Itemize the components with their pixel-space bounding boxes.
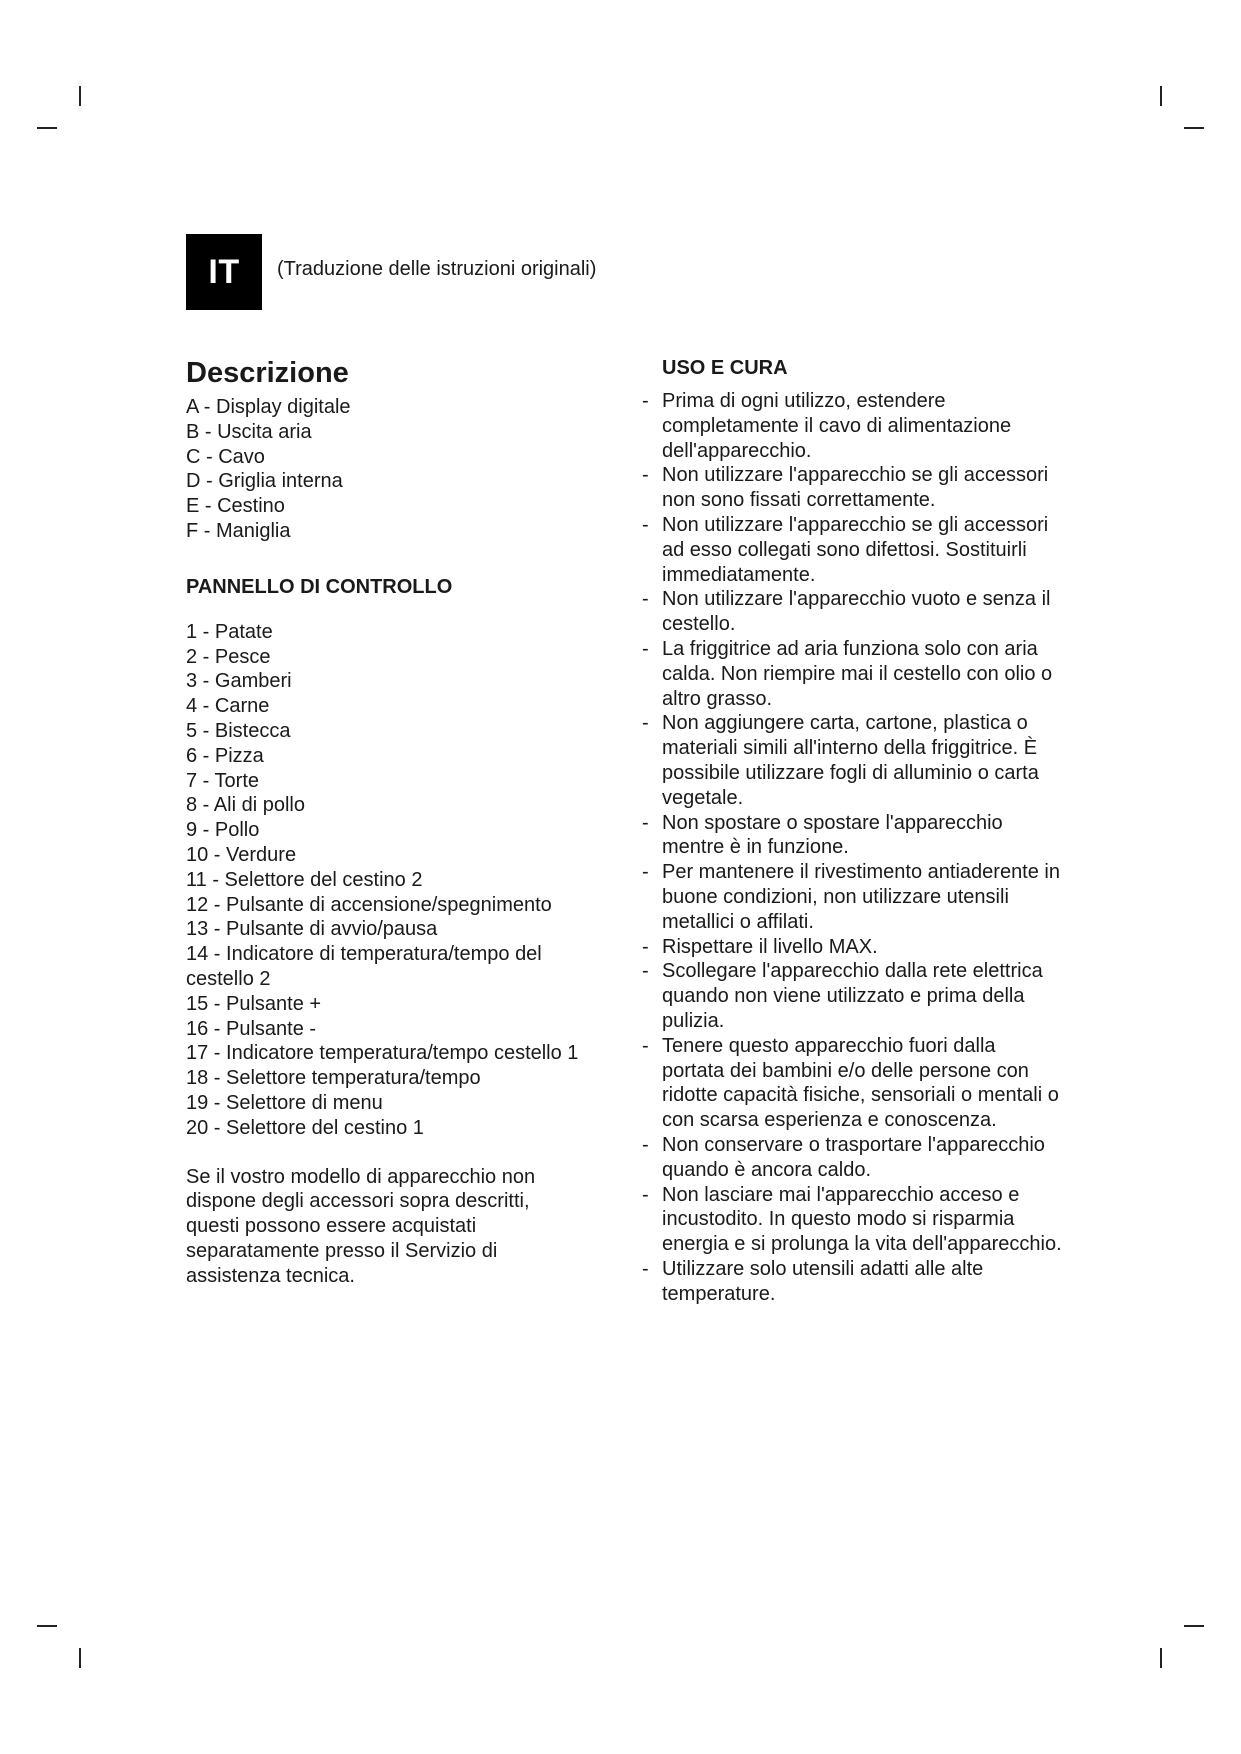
bullet-dash: - (642, 1183, 649, 1206)
uso-cura-text: Utilizzare solo utensili adatti alle alte temperature. (662, 1257, 984, 1305)
uso-cura-text: Non aggiungere carta, cartone, plastica o materiali simili all'interno della friggitrice. È possibile utilizzare fogli di alluminio o carta vegetale. (662, 712, 1039, 809)
pannello-item: 10 - Verdure (186, 843, 297, 866)
uso-cura-item (642, 389, 1062, 463)
pannello-item: 5 - Bistecca (186, 719, 291, 742)
pannello-item: 12 - Pulsante di accensione/spegnimento (186, 893, 552, 916)
pannello-item: 14 - Indicatore di temperatura/tempo del cestello 2 (186, 943, 542, 990)
descrizione-item: F - Maniglia (186, 519, 291, 542)
descrizione-item: B - Uscita aria (186, 420, 312, 443)
pannello-item: 3 - Gamberi (186, 670, 292, 693)
uso-cura-item (642, 711, 1062, 810)
pannello-item: 9 - Pollo (186, 819, 260, 842)
uso-cura-text: Non lasciare mai l'apparecchio acceso e incustodito. In questo modo si risparmia energia e si prolunga la vita dell'apparecchio. (662, 1183, 1062, 1256)
uso-cura-text: Per mantenere il rivestimento antiaderente in buone condizioni, non utilizzare utensili metallici o affilati. (662, 861, 1060, 933)
pannello-item: 13 - Pulsante di avvio/pausa (186, 918, 438, 941)
bullet-dash: - (642, 464, 649, 487)
pannello-item: 8 - Ali di pollo (186, 794, 305, 817)
uso-cura-item (642, 637, 1062, 711)
pannello-item: 11 - Selettore del cestino 2 (186, 868, 423, 891)
uso-cura-item (642, 513, 1062, 587)
crop-mark-top-right-vertical (1160, 86, 1162, 106)
uso-cura-item (642, 1133, 1062, 1183)
uso-cura-list (642, 389, 1062, 1306)
descrizione-item: D - Griglia interna (186, 470, 343, 493)
pannello-item: 7 - Torte (186, 769, 259, 792)
uso-cura-item (642, 587, 1062, 637)
bullet-dash: - (642, 588, 649, 611)
crop-mark-bottom-right-horizontal (1184, 1625, 1204, 1627)
uso-cura-text: Scollegare l'apparecchio dalla rete elettrica quando non viene utilizzato e prima della pulizia. (662, 960, 1043, 1032)
pannello-item: 17 - Indicatore temperatura/tempo cestello 1 (186, 1042, 579, 1065)
pannello-item: 20 - Selettore del cestino 1 (186, 1116, 424, 1139)
bullet-dash: - (642, 861, 649, 884)
pannello-item: 6 - Pizza (186, 744, 264, 767)
language-badge: IT (186, 234, 262, 310)
right-column (642, 355, 1062, 1306)
uso-cura-text: Non utilizzare l'apparecchio se gli accessori non sono fissati correttamente. (662, 464, 1049, 512)
descrizione-item: C - Cavo (186, 445, 265, 468)
accessories-note: Se il vostro modello di apparecchio non dispone degli accessori sopra descritti, questi possono essere acquistati separatamente presso il Servizio di assistenza tecnica. (186, 1165, 536, 1287)
crop-mark-bottom-left-horizontal (37, 1625, 57, 1627)
crop-mark-bottom-right-vertical (1160, 1648, 1162, 1668)
descrizione-item: E - Cestino (186, 495, 285, 518)
bullet-dash: - (642, 390, 649, 412)
descrizione-list (186, 395, 626, 544)
pannello-list (186, 620, 626, 1141)
uso-cura-text: Tenere questo apparecchio fuori dalla portata dei bambini e/o delle persone con ridotte capacità fisiche, sensoriali o mentali o con scarsa esperienza e conoscenza. (662, 1034, 1059, 1132)
translation-note: (Traduzione delle istruzioni originali) (277, 258, 597, 280)
bullet-dash: - (642, 960, 649, 983)
uso-cura-text: Non conservare o trasportare l'apparecchio quando è ancora caldo. (662, 1133, 1045, 1181)
crop-mark-top-left-horizontal (37, 127, 57, 129)
bullet-dash: - (642, 1034, 649, 1057)
crop-mark-top-left-vertical (79, 86, 81, 106)
pannello-item: 1 - Patate (186, 620, 273, 643)
uso-cura-text: La friggitrice ad aria funziona solo con aria calda. Non riempire mai il cestello con olio o altro grasso. (662, 637, 1053, 710)
bullet-dash: - (642, 935, 649, 958)
uso-cura-item (642, 860, 1062, 934)
pannello-title: PANNELLO DI CONTROLLO (186, 575, 453, 598)
pannello-item: 2 - Pesce (186, 645, 271, 668)
bullet-dash: - (642, 811, 649, 834)
uso-cura-item (642, 1257, 1062, 1307)
pannello-item: 16 - Pulsante - (186, 1017, 317, 1040)
uso-cura-title: USO E CURA (662, 357, 788, 379)
bullet-dash: - (642, 513, 649, 536)
uso-cura-text: Non utilizzare l'apparecchio se gli accessori ad esso collegati sono difettosi. Sostituirli immediatamente. (662, 513, 1049, 586)
uso-cura-text: Rispettare il livello MAX. (662, 935, 878, 958)
crop-mark-top-right-horizontal (1184, 127, 1204, 129)
uso-cura-text: Non spostare o spostare l'apparecchio mentre è in funzione. (662, 811, 1003, 859)
uso-cura-item (642, 811, 1062, 861)
uso-cura-text: Non utilizzare l'apparecchio vuoto e senza il cestello. (662, 588, 1051, 636)
bullet-dash: - (642, 637, 649, 660)
descrizione-title: Descrizione (186, 357, 349, 389)
uso-cura-item (642, 959, 1062, 1033)
uso-cura-item (642, 463, 1062, 513)
descrizione-item: A - Display digitale (186, 396, 351, 418)
bullet-dash: - (642, 1133, 649, 1156)
left-column (186, 355, 626, 1289)
pannello-item: 19 - Selettore di menu (186, 1091, 383, 1114)
crop-mark-bottom-left-vertical (79, 1648, 81, 1668)
pannello-item: 4 - Carne (186, 695, 270, 718)
pannello-item: 18 - Selettore temperatura/tempo (186, 1067, 481, 1090)
pannello-item: 15 - Pulsante + (186, 992, 322, 1015)
uso-cura-item (642, 935, 1062, 960)
uso-cura-text: Prima di ogni utilizzo, estendere completamente il cavo di alimentazione dell'apparecchio. (662, 390, 1012, 462)
uso-cura-item (642, 1034, 1062, 1133)
bullet-dash: - (642, 1257, 649, 1280)
bullet-dash: - (642, 712, 649, 735)
uso-cura-item (642, 1183, 1062, 1257)
